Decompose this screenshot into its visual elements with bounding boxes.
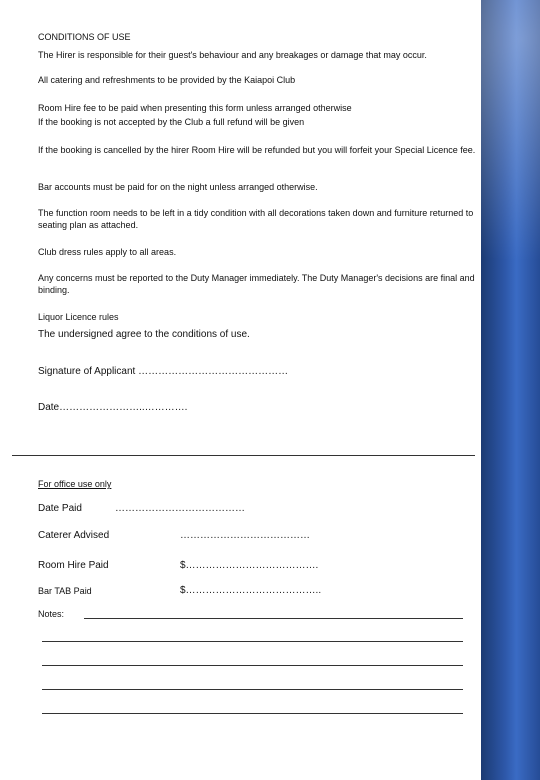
condition-cancellation: If the booking is cancelled by the hirer Room Hire will be refunded but you will forfeit your Special Licence fee. bbox=[38, 145, 476, 155]
date-paid-label: Date Paid bbox=[38, 503, 82, 514]
bar-tab-paid-field[interactable]: $………………………………….. bbox=[180, 585, 322, 596]
caterer-advised-label: Caterer Advised bbox=[38, 530, 110, 541]
condition-room-fee: Room Hire fee to be paid when presenting this form unless arranged otherwise bbox=[38, 103, 352, 113]
notes-label: Notes: bbox=[38, 609, 65, 619]
decorative-sidebar bbox=[481, 0, 540, 780]
signature-field[interactable]: Signature of Applicant ……………………………………… bbox=[38, 366, 289, 377]
condition-concerns: Any concerns must be reported to the Duty Manager immediately. The Duty Manager's decisions are final and binding. bbox=[38, 273, 475, 295]
condition-tidy-room: The function room needs to be left in a tidy condition with all decorations taken down and furniture returned to seating plan as attached. bbox=[38, 208, 474, 230]
agreement-statement: The undersigned agree to the conditions of use. bbox=[38, 329, 250, 340]
notes-line[interactable] bbox=[42, 689, 463, 690]
notes-line[interactable] bbox=[42, 641, 463, 642]
condition-dress-rules: Club dress rules apply to all areas. bbox=[38, 247, 177, 257]
notes-line[interactable] bbox=[42, 713, 463, 714]
office-use-heading: For office use only bbox=[38, 479, 112, 489]
condition-bar-accounts: Bar accounts must be paid for on the night unless arranged otherwise. bbox=[38, 182, 318, 192]
room-hire-paid-field[interactable]: $…………………………………. bbox=[180, 560, 319, 571]
condition-liquor-licence: Liquor Licence rules bbox=[38, 312, 119, 322]
condition-guests: The Hirer is responsible for their guest's behaviour and any breakages or damage that may occur. bbox=[38, 50, 427, 60]
bar-tab-paid-label: Bar TAB Paid bbox=[38, 586, 92, 596]
date-field[interactable]: Date……………………..…………. bbox=[38, 402, 188, 413]
notes-line[interactable] bbox=[42, 665, 463, 666]
room-hire-paid-label: Room Hire Paid bbox=[38, 560, 109, 571]
conditions-heading: CONDITIONS OF USE bbox=[38, 32, 131, 42]
section-divider bbox=[12, 455, 475, 456]
condition-refund: If the booking is not accepted by the Club a full refund will be given bbox=[38, 117, 305, 127]
caterer-advised-field[interactable]: ………………………………… bbox=[180, 530, 310, 541]
date-paid-field[interactable]: ………………………………… bbox=[115, 503, 245, 514]
notes-line[interactable] bbox=[84, 618, 463, 619]
condition-catering: All catering and refreshments to be provided by the Kaiapoi Club bbox=[38, 75, 296, 85]
